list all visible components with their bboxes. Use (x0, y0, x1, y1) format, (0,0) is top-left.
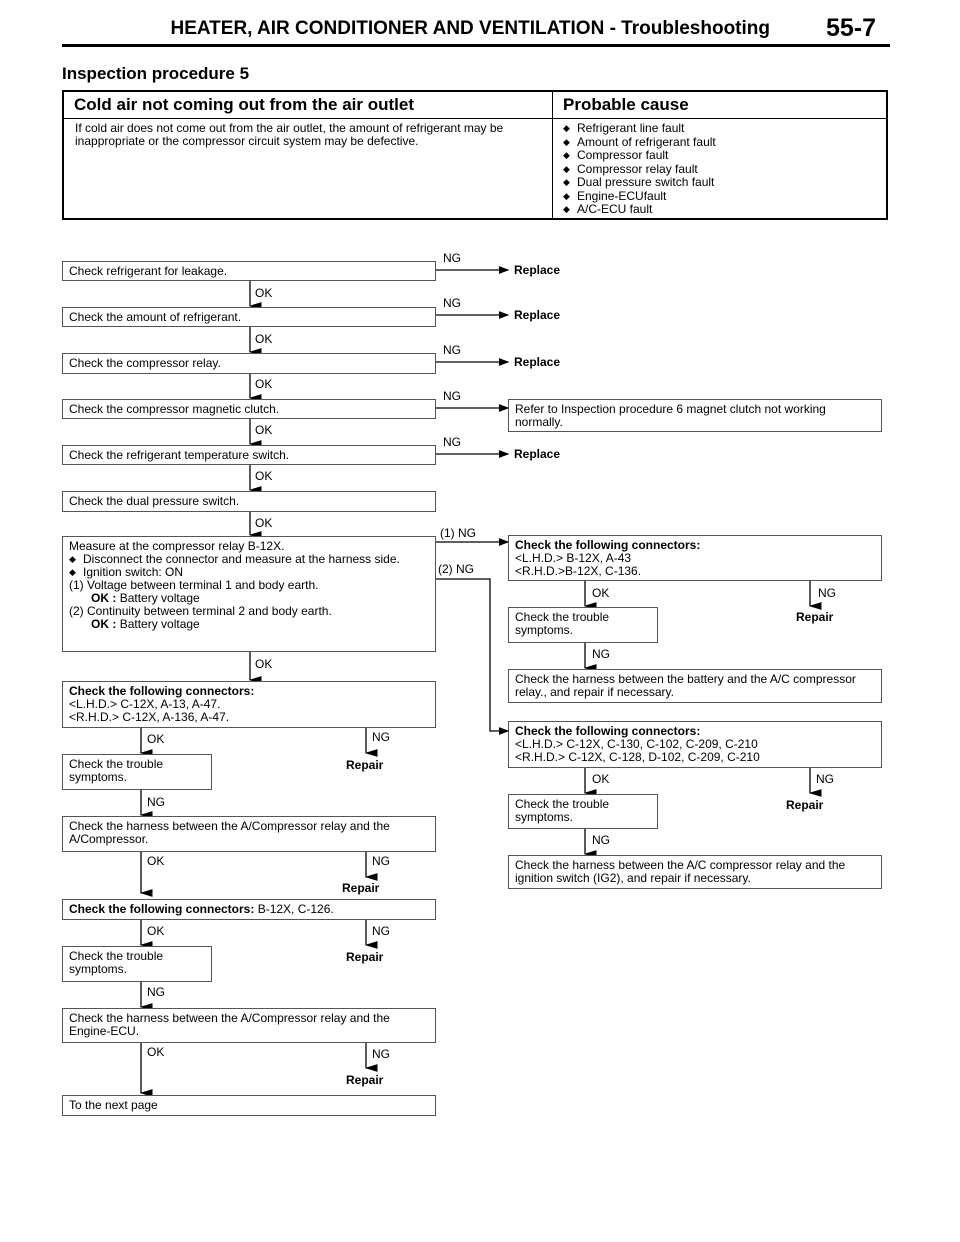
ok-label: OK (255, 469, 273, 483)
connectors-title: Check the following connectors: (515, 538, 701, 552)
step-harness-compressor: Check the harness between the A/Compressor relay and the A/Compressor. (62, 816, 436, 852)
connectors-title: Check the following connectors: (69, 684, 255, 698)
result-repair: Repair (796, 610, 834, 624)
ng-label: NG (147, 795, 165, 809)
step-harness-ignition: Check the harness between the A/C compressor relay and the ignition switch (IG2), and repair if necessary. (508, 855, 882, 889)
cause-item: ◆ Refrigerant line fault (563, 122, 716, 136)
ok-label: OK (255, 657, 273, 671)
ok-label: OK (147, 924, 165, 938)
cause-item: ◆ A/C-ECU fault (563, 203, 716, 217)
step-check-dual-switch: Check the dual pressure switch. (62, 491, 436, 512)
ng2-label: (2) NG (438, 562, 474, 576)
cause-item: ◆ Dual pressure switch fault (563, 176, 716, 190)
ok-label: OK (147, 854, 165, 868)
connectors-lhd: <L.H.D.> B-12X, A-43 (515, 551, 632, 565)
result-repair: Repair (346, 1073, 384, 1087)
connectors-rhd: <R.H.D.> C-12X, A-136, A-47. (69, 710, 230, 724)
bullet-icon: ◆ (69, 554, 76, 564)
ng-label: NG (443, 435, 461, 449)
measure-bullet-text: Ignition switch: ON (83, 565, 184, 579)
step-connectors-a (62, 681, 436, 728)
ok-key: OK : (91, 591, 117, 605)
ng-label: NG (372, 924, 390, 938)
cause-item: ◆ Compressor relay fault (563, 163, 716, 177)
step-check-relay: Check the compressor relay. (62, 353, 436, 374)
measure-line-1: (1) Voltage between terminal 1 and body earth. (69, 578, 319, 592)
measure-bullet-2 (69, 566, 429, 579)
ok-label: OK (255, 516, 273, 530)
ng-label: NG (592, 647, 610, 661)
ng-label: NG (372, 730, 390, 744)
connectors-lhd: <L.H.D.> C-12X, C-130, C-102, C-209, C-210 (515, 737, 758, 751)
connectors-title: Check the following connectors: (69, 902, 255, 916)
ng-label: NG (818, 586, 836, 600)
ng-label: NG (592, 833, 610, 847)
measure-ok-2 (69, 618, 429, 631)
ng-label: NG (443, 343, 461, 357)
ok-label: OK (255, 286, 273, 300)
page-header-title: HEATER, AIR CONDITIONER AND VENTILATION - Troubleshooting (170, 18, 770, 39)
bullet-icon: ◆ (69, 567, 76, 577)
connectors-list: B-12X, C-126. (257, 902, 334, 916)
result-repair: Repair (346, 950, 384, 964)
step-check-amount: Check the amount of refrigerant. (62, 307, 436, 327)
cause-header: Probable cause (563, 95, 689, 114)
ng-label: NG (147, 985, 165, 999)
symptom-header: Cold air not coming out from the air outlet (74, 95, 414, 114)
step-connectors-r2 (508, 721, 882, 768)
ok-label: OK (147, 732, 165, 746)
connectors-lhd: <L.H.D.> C-12X, A-13, A-47. (69, 697, 221, 711)
step-clutch-ng-refer: Refer to Inspection procedure 6 magnet clutch not working normally. (508, 399, 882, 432)
result-replace: Replace (514, 263, 561, 277)
cause-item: ◆ Engine-ECUfault (563, 190, 716, 204)
result-replace: Replace (514, 355, 561, 369)
page-number: 55-7 (826, 14, 877, 42)
measure-bullet-text: Disconnect the connector and measure at the harness side. (83, 552, 400, 566)
ng1-label: (1) NG (440, 526, 476, 540)
ok-label: OK (147, 1045, 165, 1059)
symptom-description: If cold air does not come out from the air outlet, the amount of refrigerant may be inappropriate or the compressor circuit system may be defective. (75, 121, 504, 148)
step-trouble-symptoms-2: Check the trouble symptoms. (62, 946, 212, 982)
ng-label: NG (372, 1047, 390, 1061)
ng-label: NG (443, 251, 461, 265)
step-harness-battery: Check the harness between the battery and the A/C compressor relay., and repair if necessary. (508, 669, 882, 703)
ok-label: OK (255, 423, 273, 437)
result-repair: Repair (346, 758, 384, 772)
ng-label: NG (443, 389, 461, 403)
ng-label: NG (372, 854, 390, 868)
ng-label: NG (816, 772, 834, 786)
step-check-clutch: Check the compressor magnetic clutch. (62, 399, 436, 419)
connectors-title: Check the following connectors: (515, 724, 701, 738)
step-check-leakage: Check refrigerant for leakage. (62, 261, 436, 281)
step-check-temp-switch: Check the refrigerant temperature switch. (62, 445, 436, 465)
result-replace: Replace (514, 308, 561, 322)
ok-label: OK (255, 332, 273, 346)
cause-item: ◆ Compressor fault (563, 149, 716, 163)
connectors-rhd: <R.H.D.> C-12X, C-128, D-102, C-209, C-210 (515, 750, 760, 764)
ng-label: NG (443, 296, 461, 310)
measure-title: Measure at the compressor relay B-12X. (69, 539, 285, 553)
step-connectors-r1 (508, 535, 882, 581)
ok-value: Battery voltage (119, 617, 200, 631)
step-connectors-b (62, 899, 436, 920)
step-measure-relay (62, 536, 436, 652)
cause-item: ◆ Amount of refrigerant fault (563, 136, 716, 150)
step-trouble-symptoms-r1: Check the trouble symptoms. (508, 607, 658, 643)
measure-line-2: (2) Continuity between terminal 2 and body earth. (69, 604, 332, 618)
result-replace: Replace (514, 447, 561, 461)
step-trouble-symptoms-r2: Check the trouble symptoms. (508, 794, 658, 829)
step-next-page[interactable]: To the next page (62, 1095, 436, 1116)
connectors-rhd: <R.H.D.>B-12X, C-136. (515, 564, 642, 578)
result-repair: Repair (342, 881, 380, 895)
procedure-title: Inspection procedure 5 (62, 64, 250, 83)
step-trouble-symptoms-1: Check the trouble symptoms. (62, 754, 212, 790)
step-harness-ecu: Check the harness between the A/Compressor relay and the Engine-ECU. (62, 1008, 436, 1043)
ok-label: OK (592, 772, 610, 786)
ok-value: Battery voltage (119, 591, 200, 605)
ok-label: OK (592, 586, 610, 600)
result-repair: Repair (786, 798, 824, 812)
ok-key: OK : (91, 617, 117, 631)
ok-label: OK (255, 377, 273, 391)
